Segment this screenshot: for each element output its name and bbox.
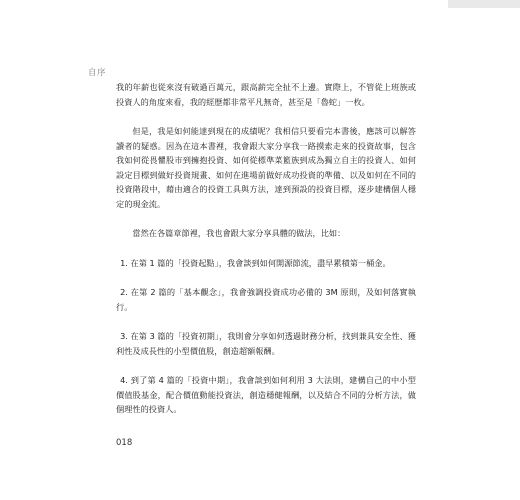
list-item-3: 3. 在第 3 篇的「投資初期」，我則會分享如何透過財務分析，找到兼具安全性、獲利性及成長性的小型價值股，創造超額報酬。 [116,331,416,356]
body-text [116,80,416,432]
paragraph-2: 但是，我是如何能達到現在的成績呢？我相信只要看完本書後，應該可以解答讀者的疑惑。因為在這本書裡，我會跟大家分享我一路摸索走來的投資故事，包含我如何從畏懼股市到擁抱投資、如何從標準菜籃族到成為獨立自主的投資人、如何設定目標到做好投資規畫、如何在進場前做好成功投資的準備、以及如何在不同的投資階段中，藉由適合的投資工具與方法，達到預設的投資目標，逐步建構個人穩定的現金流。 [116,126,416,209]
page-edge-tab [448,0,520,8]
chapter-header: 自序 [88,68,107,78]
page-number: 018 [116,438,133,448]
paragraph-3: 當然在各篇章節裡，我也會跟大家分享具體的做法，比如： [132,228,346,238]
list-item-1: 1. 在第 1 篇的「投資起點」，我會談到如何開源節流，盡早累積第一桶金。 [120,257,391,268]
list-item-4: 4. 到了第 4 篇的「投資中期」，我會談到如何利用 3 大法則，建構自己的中小型價值股基金，配合價值動能投資法，創造穩健報酬，以及結合不同的分析方法，做個理性的投資人。 [116,375,416,414]
paragraph-1: 我的年薪也從來沒有破過百萬元，跟高薪完全扯不上邊。實際上，不管從上班族或投資人的角度來看，我的經歷都非常平凡無奇，甚至是「魯蛇」一枚。 [116,82,416,107]
list-item-2: 2. 在第 2 篇的「基本觀念」，我會強調投資成功必備的 3M 原則，及如何落實執行。 [116,287,416,312]
